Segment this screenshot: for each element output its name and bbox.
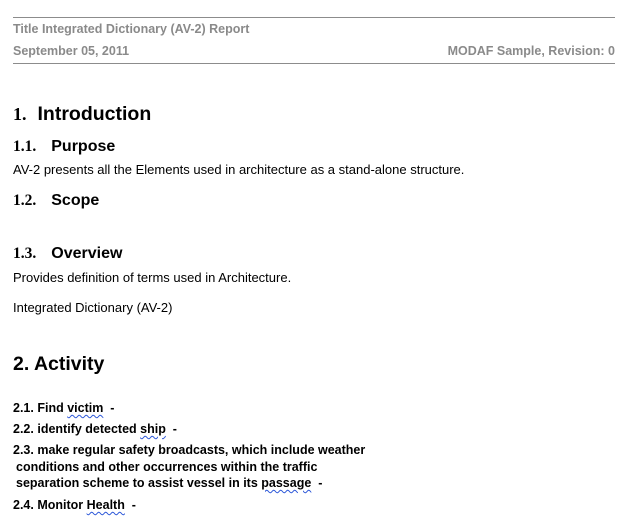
activity-text: separation scheme to assist vessel in its bbox=[16, 476, 262, 490]
activity-number: 2.4. bbox=[13, 498, 34, 512]
header-title: Title Integrated Dictionary (AV-2) Report bbox=[13, 22, 250, 36]
activity-text: identify detected bbox=[37, 422, 141, 436]
heading-activity: 2. Activity bbox=[13, 353, 105, 375]
overview-text-2: Integrated Dictionary (AV-2) bbox=[13, 300, 173, 315]
heading-number: 1.3. bbox=[13, 245, 37, 262]
activity-item bbox=[13, 421, 177, 438]
activity-dash: - bbox=[103, 401, 115, 415]
heading-scope bbox=[13, 192, 99, 210]
activity-item bbox=[13, 400, 114, 417]
heading-number: 1.1. bbox=[13, 138, 37, 155]
purpose-text: AV-2 presents all the Elements used in architecture as a stand-alone structure. bbox=[13, 162, 465, 177]
activity-text: make regular safety broadcasts, which include weather bbox=[37, 443, 366, 457]
heading-text: Introduction bbox=[37, 103, 152, 125]
spellcheck-word: Health bbox=[86, 498, 125, 512]
heading-number: 1.2. bbox=[13, 192, 37, 209]
header-bottom-rule bbox=[13, 63, 615, 64]
activity-dash: - bbox=[165, 422, 177, 436]
activity-dash: - bbox=[124, 498, 136, 512]
activity-text: Find bbox=[37, 401, 68, 415]
spellcheck-word: passage bbox=[261, 476, 312, 490]
activity-number: 2.1. bbox=[13, 401, 34, 415]
heading-text: Overview bbox=[51, 245, 123, 262]
activity-item bbox=[13, 442, 365, 492]
activity-number: 2.3. bbox=[13, 443, 34, 457]
heading-overview bbox=[13, 245, 122, 263]
heading-introduction bbox=[13, 103, 151, 126]
heading-number: 1. bbox=[13, 104, 27, 124]
spellcheck-word: ship bbox=[140, 422, 166, 436]
header-date: September 05, 2011 bbox=[13, 44, 130, 58]
heading-purpose bbox=[13, 138, 115, 156]
heading-text: Scope bbox=[51, 192, 100, 209]
activity-item bbox=[13, 497, 136, 514]
overview-text: Provides definition of terms used in Architecture. bbox=[13, 270, 292, 285]
header-top-rule bbox=[13, 17, 615, 18]
spellcheck-word: victim bbox=[67, 401, 104, 415]
activity-dash: - bbox=[311, 476, 323, 490]
header-revision: MODAF Sample, Revision: 0 bbox=[447, 44, 615, 58]
activity-text: Monitor bbox=[37, 498, 87, 512]
activity-text: conditions and other occurrences within the traffic bbox=[16, 459, 318, 474]
activity-number: 2.2. bbox=[13, 422, 34, 436]
heading-text: Purpose bbox=[51, 138, 116, 155]
